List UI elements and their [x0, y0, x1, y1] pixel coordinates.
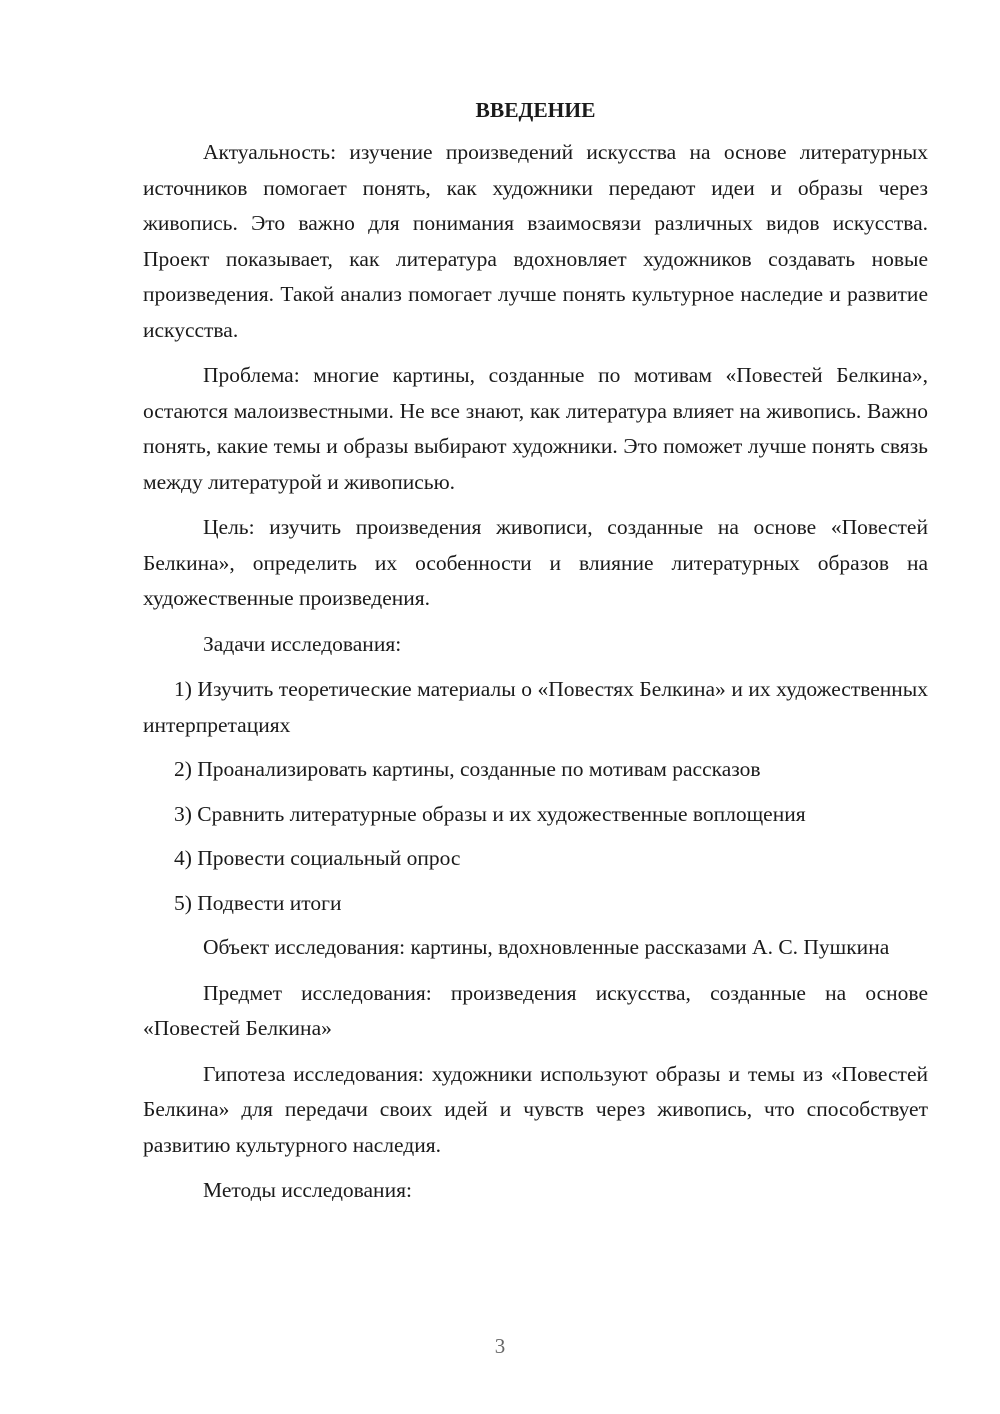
task-item-2: 2) Проанализировать картины, созданные по мотивам рассказов — [174, 757, 761, 781]
task-item-5: 5) Подвести итоги — [174, 890, 342, 915]
paragraph-problem: Проблема: многие картины, созданные по мотивам «Повестей Белкина», остаются малоизвестными. Не все знают, как литература влияет на живопись. Важно понять, какие темы и образы выбирают художники. Это поможет лучше понять связь между литературой и живописью. — [143, 363, 928, 494]
task-item-4: 4) Провести социальный опрос — [174, 846, 461, 870]
paragraph-subject: Предмет исследования: произведения искусства, созданные на основе «Повестей Белкина» — [143, 980, 928, 1040]
tasks-list — [143, 672, 928, 921]
document-page — [143, 95, 928, 1219]
paragraph-goal: Цель: изучить произведения живописи, созданные на основе «Повестей Белкина», определить их особенности и влияние литературных образов на художественные произведения. — [143, 515, 928, 610]
task-item-1: 1) Изучить теоретические материалы о «Повестях Белкина» и их художественных интерпретациях — [143, 677, 928, 737]
paragraph-object: Объект исследования: картины, вдохновленные рассказами А. С. Пушкина — [203, 935, 890, 959]
tasks-heading: Задачи исследования: — [203, 631, 402, 656]
page-number: 3 — [494, 1334, 506, 1358]
paragraph-relevance: Актуальность: изучение произведений искусства на основе литературных источников помогает понять, как художники передают идеи и образы через живопись. Это важно для понимания взаимосвязи различных видов искусства. Проект показывает, как литература вдохновляет художников создавать новые произведения. Такой анализ помогает лучше понять культурное наследие и развитие искусства. — [143, 140, 928, 342]
task-item-3: 3) Сравнить литературные образы и их художественные воплощения — [174, 801, 806, 826]
page-title: ВВЕДЕНИЕ — [475, 98, 596, 122]
paragraph-hypothesis: Гипотеза исследования: художники используют образы и темы из «Повестей Белкина» для передачи своих идей и чувств через живопись, что способствует развитию культурного наследия. — [143, 1061, 928, 1157]
methods-heading: Методы исследования: — [203, 1178, 412, 1202]
